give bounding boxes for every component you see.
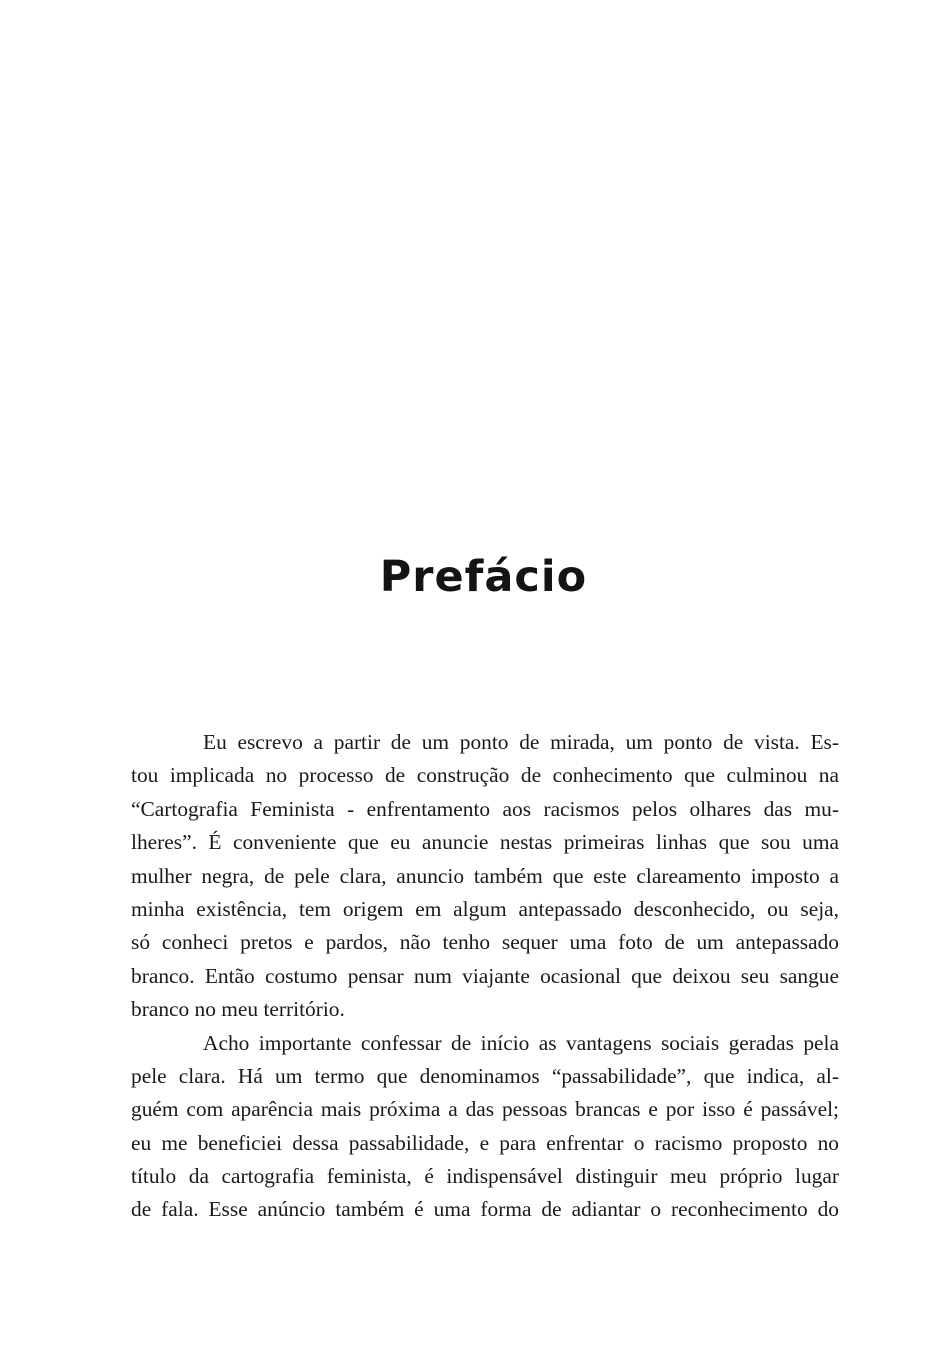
text-line: título da cartografia feminista, é indispensável distinguir meu próprio lugar bbox=[131, 1164, 839, 1189]
text-line: mulher negra, de pele clara, anuncio também que este clareamento imposto a bbox=[131, 863, 839, 888]
text-line: tou implicada no processo de construção de conhecimento que culminou na bbox=[131, 763, 839, 788]
text-line: pele clara. Há um termo que denominamos “passabilidade”, que indica, al- bbox=[131, 1063, 839, 1088]
text-line: Acho importante confessar de início as vantagens sociais geradas pela bbox=[203, 1030, 839, 1055]
paragraph-2 bbox=[131, 1027, 839, 1227]
text-line: só conheci pretos e pardos, não tenho sequer uma foto de um antepassado bbox=[131, 930, 839, 955]
text-line: branco no meu território. bbox=[131, 997, 345, 1022]
paragraph-1 bbox=[131, 726, 839, 1027]
text-line: minha existência, tem origem em algum antepassado desconhecido, ou seja, bbox=[131, 896, 839, 921]
text-line: branco. Então costumo pensar num viajante ocasional que deixou seu sangue bbox=[131, 963, 839, 988]
page-title: Prefácio bbox=[379, 552, 588, 602]
text-line: Eu escrevo a partir de um ponto de mirada, um ponto de vista. Es- bbox=[203, 730, 839, 754]
text-line: guém com aparência mais próxima a das pessoas brancas e por isso é passável; bbox=[131, 1097, 839, 1122]
text-line: eu me beneficiei dessa passabilidade, e para enfrentar o racismo proposto no bbox=[131, 1130, 839, 1155]
text-line: de fala. Esse anúncio também é uma forma de adiantar o reconhecimento do bbox=[131, 1197, 839, 1222]
body-text bbox=[131, 726, 839, 1227]
text-line: “Cartografia Feminista - enfrentamento aos racismos pelos olhares das mu- bbox=[131, 796, 839, 821]
text-line: lheres”. É conveniente que eu anuncie nestas primeiras linhas que sou uma bbox=[131, 830, 839, 855]
